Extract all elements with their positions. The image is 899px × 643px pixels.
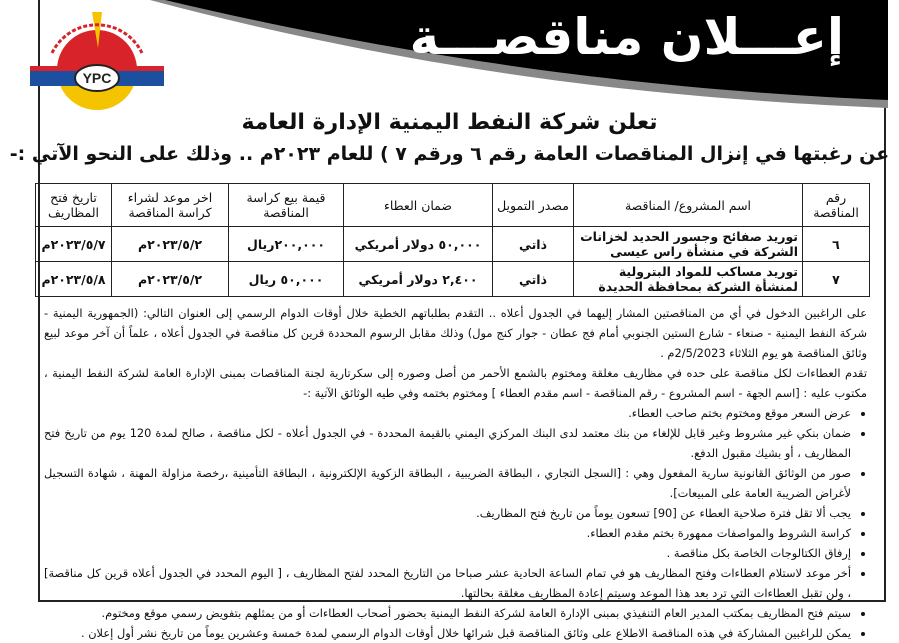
col-purchase-deadline: اخر موعد لشراء كراسة المناقصة: [112, 184, 229, 227]
col-funding-source: مصدر التمويل: [493, 184, 574, 227]
tenders-table: [35, 183, 870, 297]
table-header-row: [36, 184, 870, 227]
svg-text:YPC: YPC: [82, 70, 112, 86]
funding-source: ذاتي: [493, 227, 574, 262]
required-documents-list: [44, 403, 867, 643]
paragraph-application: على الراغبين الدخول في أي من المناقصتين المشار إليهما في الجدول أعلاه .. التقدم بطلباتهم الخطية خلال أوقات الدوام الرسمي إلى العنوان التالي: (الجمهورية اليمنية - شركة النفط اليمنية - صنعاء - شارع الستين الجنوبي أمام فج عطان - جوار كنج مول) وذلك مقابل الرسوم المحددة قرين كل مناقصة في الجدول أعلاه ، علماً أن آخر موعد لبيع وثائق المناقصة هو يوم الثلاثاء 2/5/2023م .: [44, 306, 867, 360]
table-row: [36, 227, 870, 262]
col-document-price: قيمة بيع كراسة المناقصة: [229, 184, 344, 227]
bid-guarantee: ٥٠,٠٠٠ دولار أمريكي: [344, 227, 493, 262]
tender-number: ٦: [803, 227, 870, 262]
bid-guarantee: ٢,٤٠٠ دولار أمريكي: [344, 262, 493, 297]
intro-heading: تعلن شركة النفط اليمنية الإدارة العامة: [241, 110, 658, 135]
col-project-name: اسم المشروع/ المناقصة: [574, 184, 803, 227]
list-item: • يجب ألا تقل فترة صلاحية العطاء عن [90] تسعون يوماً من تاريخ فتح المظاريف.: [44, 503, 851, 523]
list-item: • كراسة الشروط والمواصفات ممهورة بختم مقدم العطاء.: [44, 523, 851, 543]
opening-date: ٢٠٢٣/٥/٧م: [36, 227, 112, 262]
intro-subheading: عن رغبتها في إنزال المناقصات العامة رقم ٦ ورقم ٧ ) للعام ٢٠٢٣م .. وذلك على النحو الآتي :-: [9, 143, 890, 165]
funding-source: ذاتي: [493, 262, 574, 297]
opening-date: ٢٠٢٣/٥/٨م: [36, 262, 112, 297]
col-bid-guarantee: ضمان العطاء: [344, 184, 493, 227]
document-price: ٥٠,٠٠٠ ريال: [229, 262, 344, 297]
document-price: ٢٠٠,٠٠٠ريال: [229, 227, 344, 262]
col-tender-number: رقم المناقصة: [803, 184, 870, 227]
company-logo: [22, 8, 172, 113]
purchase-deadline: ٢٠٢٣/٥/٢م: [112, 262, 229, 297]
list-item: • إرفاق الكتالوجات الخاصة بكل مناقصة .: [44, 543, 851, 563]
announcement-body: [44, 303, 867, 643]
project-name: توريد مساكب للمواد البترولية لمنشأة الشركة بمحافظة الحديدة: [574, 262, 803, 297]
list-item: • ضمان بنكي غير مشروط وغير قابل للإلغاء من بنك معتمد لدى البنك المركزي اليمني بالقيمة المحددة - في الجدول أعلاه - لكل مناقصة ، صالح لمدة 120 يوم من تاريخ فتح المظاريف ، أو بشيك مقبول الدفع.: [44, 423, 851, 463]
tender-number: ٧: [803, 262, 870, 297]
list-item: • أخر موعد لاستلام العطاءات وفتح المظاريف هو في تمام الساعة الحادية عشر صباحا من التاريخ المحدد لفتح المظاريف ، [ اليوم المحدد في الجدول أعلاه قرين كل مناقصة] ، ولن تقبل العطاءات التي ترد بعد هذا الموعد وسيتم إعادة المظاريف مغلقة بحالتها.: [44, 563, 851, 603]
project-name: توريد صفائح وجسور الحديد لخزانات الشركة في منشأة راس عيسى: [574, 227, 803, 262]
list-item: • سيتم فتح المظاريف بمكتب المدير العام التنفيذي بمبنى الإدارة العامة لشركة النفط اليمنية بحضور أصحاب العطاءات أو من يمثلهم بتفويض رسمي موقع ومختوم.: [44, 603, 851, 623]
table-row: [36, 262, 870, 297]
list-item: • عرض السعر موقع ومختوم بختم صاحب العطاء.: [44, 403, 851, 423]
purchase-deadline: ٢٠٢٣/٥/٢م: [112, 227, 229, 262]
list-item: • يمكن للراغبين المشاركة في هذه المناقصة الاطلاع على وثائق المناقصة قبل شرائها خلال أوقات الدوام الرسمي لمدة خمسة وعشرين يوماً من تاريخ نشر أول إعلان .: [44, 623, 851, 643]
col-opening-date: تاريخ فتح المظاريف: [36, 184, 112, 227]
page-title: إعـــلان مناقصـــة: [409, 8, 844, 66]
list-item: • صور من الوثائق القانونية سارية المفعول وهي : [السجل التجاري ، البطاقة الضريبية ، البطاقة الزكوية الإلكترونية ، البطاقة التأمينية ،رخصة مزاولة المهنة ، شهادة التسجيل لأغراض الضريبة العامة على المبيعات].: [44, 463, 851, 503]
paragraph-submission: تقدم العطاءات لكل مناقصة على حده في مظاريف مغلقة ومختوم بالشمع الأحمر من أصل وصوره إلى سكرتارية لجنة المناقصات بمبنى الإدارة العامة لشركة النفط اليمنية ، مكتوب عليه : [اسم الجهة - اسم المشروع - رقم المناقصة - اسم مقدم العطاء ] ومختوم بختمه وفي طيه الوثائق الآتية :-: [44, 366, 867, 400]
